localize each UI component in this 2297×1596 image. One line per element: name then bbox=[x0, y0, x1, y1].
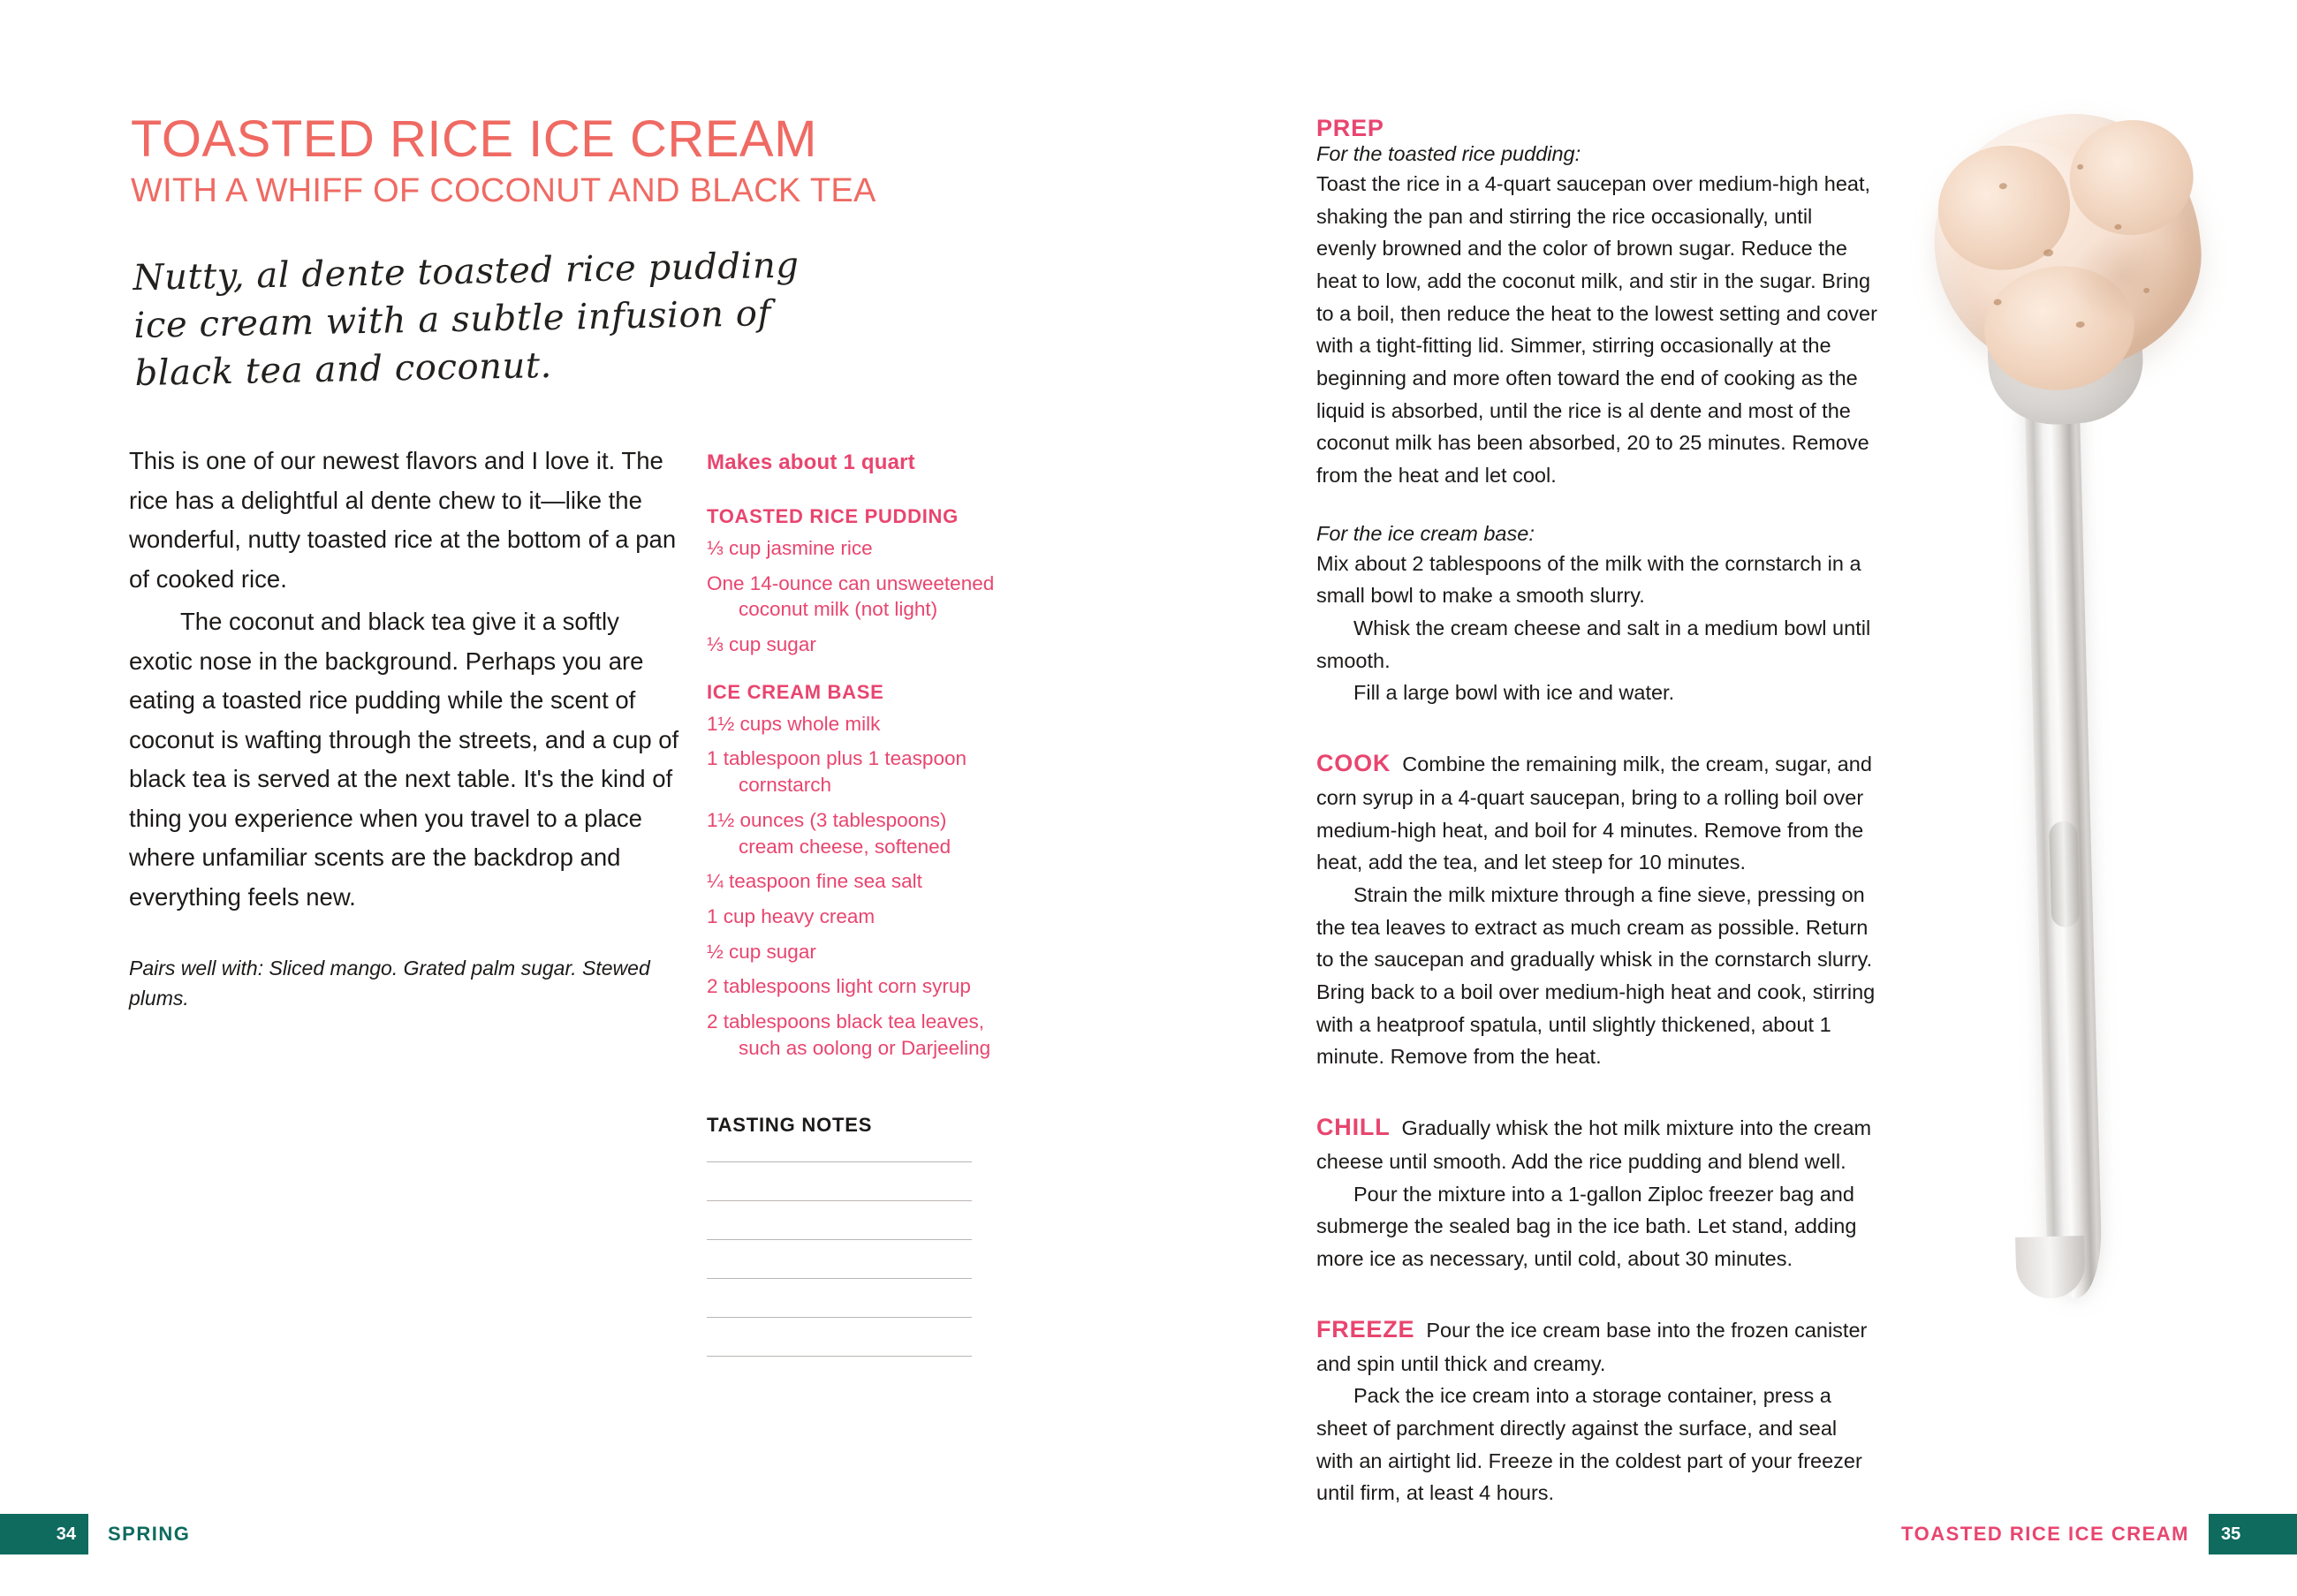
list-item bbox=[707, 711, 998, 737]
step-chill bbox=[1316, 1108, 1877, 1275]
list-item bbox=[707, 807, 998, 859]
ingredient-text: ¼ teaspoon fine sea salt bbox=[707, 870, 922, 893]
ingredient-text-continued: coconut milk (not light) bbox=[739, 598, 938, 621]
title-block bbox=[131, 110, 1014, 211]
ingredient-text: ⅓ cup jasmine rice bbox=[707, 537, 873, 559]
ingredient-group-heading: TOASTED RICE PUDDING bbox=[707, 505, 959, 527]
step-body-chill-1: Gradually whisk the hot milk mixture into the cream cheese until smooth. Add the rice pudding and blend well. bbox=[1316, 1116, 1872, 1173]
tasting-note-line[interactable] bbox=[707, 1161, 972, 1162]
step-label-prep: PREP bbox=[1316, 115, 1384, 141]
list-item bbox=[707, 632, 998, 658]
step-label-chill: CHILL bbox=[1316, 1113, 1391, 1140]
step-body-freeze-2: Pack the ice cream into a storage container, press a sheet of parchment directly against the surface, and seal with an airtight lid. Freeze in the coldest part of your freezer until firm, at least 4 hours. bbox=[1316, 1384, 1862, 1505]
step-label-freeze: FREEZE bbox=[1316, 1315, 1415, 1343]
tasting-note-line[interactable] bbox=[707, 1278, 972, 1279]
list-item bbox=[707, 535, 998, 562]
scoop-lobe bbox=[1923, 130, 2085, 285]
recipe-name-footer: TOASTED RICE ICE CREAM bbox=[1901, 1523, 2189, 1545]
tasting-note-line[interactable] bbox=[707, 1356, 972, 1357]
intro-paragraph-2: The coconut and black tea give it a softly exotic nose in the background. Perhaps you are eating a toasted rice pudding while the scent of coconut is wafting through the streets, and a cup of black tea is served at the next table. It's the kind of thing you experience when you travel to a place where unfamiliar scents are the backdrop and everything feels new. bbox=[129, 608, 679, 911]
step-body-pudding: Toast the rice in a 4-quart saucepan over medium-high heat, shaking the pan and stirring the rice occasionally, until evenly browned and the color of brown sugar. Reduce the heat to low, add the coconut milk, and stir in the sugar. Bring to a boil, then reduce the heat to the lowest setting and cover with a tight-fitting lid. Simmer, stirring occasionally at the beginning and more often toward the end of cooking as the liquid is absorbed, until the rice is al dente and most of the coconut milk has been absorbed, 20 to 25 minutes. Remove from the heat and let cool. bbox=[1316, 172, 1877, 487]
ingredient-text-continued: such as oolong or Darjeeling bbox=[739, 1036, 991, 1059]
list-item bbox=[707, 868, 998, 895]
ingredient-group-heading: ICE CREAM BASE bbox=[707, 680, 884, 703]
step-body-cook-2: Strain the milk mixture through a fine sieve, pressing on the tea leaves to extract as much cream as possible. Return to the saucepan and gradually whisk in the cornstarch slurry. Bring back to a boil over medium-high heat and cook, stirring with a heatproof spatula, until slightly thickened, about 1 minute. Remove from the heat. bbox=[1316, 882, 1876, 1069]
list-item bbox=[707, 939, 998, 965]
list-item bbox=[707, 904, 998, 930]
ingredients-column bbox=[707, 450, 998, 1395]
ingredient-text: 1 tablespoon plus 1 teaspoon bbox=[707, 747, 967, 770]
step-freeze bbox=[1316, 1311, 1877, 1509]
method-column bbox=[1316, 115, 1877, 1509]
ingredient-text: 2 tablespoons light corn syrup bbox=[707, 975, 971, 998]
pairs-well-with: Pairs well with: Sliced mango. Grated palm sugar. Stewed plums. bbox=[129, 956, 650, 1010]
scoop-lobe bbox=[2064, 114, 2199, 241]
step-body-slurry: Mix about 2 tablespoons of the milk with the cornstarch in a small bowl to make a smooth slurry. bbox=[1316, 551, 1861, 608]
ingredient-group bbox=[707, 681, 998, 1062]
ingredient-text: 2 tablespoons black tea leaves, bbox=[707, 1010, 984, 1032]
rice-speck bbox=[2043, 249, 2054, 257]
ingredient-text-continued: cream cheese, softened bbox=[739, 835, 951, 858]
tasting-note-line[interactable] bbox=[707, 1239, 972, 1240]
ingredient-text: 1½ cups whole milk bbox=[707, 712, 881, 735]
tasting-note-line[interactable] bbox=[707, 1317, 972, 1318]
ingredient-text: ½ cup sugar bbox=[707, 940, 816, 963]
handwritten-note: Nutty, al dente toasted rice pudding ice cream with a subtle infusion of black tea and coconut. bbox=[133, 245, 800, 394]
ingredient-text: One 14-ounce can unsweetened bbox=[707, 571, 995, 594]
ingredient-group bbox=[707, 505, 998, 658]
step-prep bbox=[1316, 115, 1877, 709]
left-page-footer bbox=[0, 1514, 190, 1554]
step-chill-first-paragraph bbox=[1316, 1108, 1877, 1178]
left-page bbox=[0, 0, 1148, 1596]
rice-speck bbox=[2143, 288, 2150, 294]
ingredient-text: 1 cup heavy cream bbox=[707, 904, 876, 927]
spoon-handle bbox=[2023, 344, 2103, 1298]
ingredient-text: ⅓ cup sugar bbox=[707, 633, 816, 656]
intro-paragraph-1: This is one of our newest flavors and I love it. The rice has a delightful al dente chew to it—like the wonderful, nutty toasted rice at the bottom of a pan of cooked rice. bbox=[129, 447, 677, 593]
ice-cream-scoop bbox=[1922, 102, 2213, 384]
step-freeze-first-paragraph bbox=[1316, 1311, 1877, 1380]
intro-column bbox=[129, 442, 684, 1014]
list-item bbox=[707, 571, 998, 623]
right-page-footer bbox=[1901, 1514, 2297, 1554]
list-item bbox=[707, 745, 998, 798]
step-cook-first-paragraph bbox=[1316, 745, 1877, 879]
step-label-cook: COOK bbox=[1316, 749, 1391, 776]
page-subtitle: WITH A WHIFF OF COCONUT AND BLACK TEA bbox=[131, 172, 876, 210]
step-subheading-base: For the ice cream base: bbox=[1316, 521, 1535, 545]
step-body-ice-bath: Fill a large bowl with ice and water. bbox=[1353, 681, 1675, 705]
section-label-left: SPRING bbox=[108, 1523, 191, 1545]
step-body-cook-1: Combine the remaining milk, the cream, sugar, and corn syrup in a 4-quart saucepan, bring to a rolling boil over medium-high heat, and boil for 4 minutes. Remove from the heat, add the tea, and let steep for 10 minutes. bbox=[1316, 752, 1872, 874]
tasting-note-line[interactable] bbox=[707, 1200, 972, 1201]
recipe-yield: Makes about 1 quart bbox=[707, 450, 915, 474]
step-cook bbox=[1316, 745, 1877, 1073]
step-body-freeze-1: Pour the ice cream base into the frozen canister and spin until thick and creamy. bbox=[1316, 1318, 1868, 1375]
tasting-notes-heading: TASTING NOTES bbox=[707, 1114, 873, 1137]
ingredient-text-continued: cornstarch bbox=[739, 774, 832, 797]
step-subheading-pudding: For the toasted rice pudding: bbox=[1316, 142, 1581, 165]
list-item bbox=[707, 1009, 998, 1061]
ingredient-text: 1½ ounces (3 tablespoons) bbox=[707, 808, 947, 831]
ice-cream-photo bbox=[1917, 79, 2270, 1245]
page-title: TOASTED RICE ICE CREAM bbox=[131, 110, 817, 168]
tasting-notes-lines[interactable] bbox=[707, 1161, 998, 1357]
list-item bbox=[707, 973, 998, 1000]
page-number-left: 34 bbox=[0, 1514, 88, 1554]
page-number-right: 35 bbox=[2209, 1514, 2297, 1554]
step-body-cream-cheese: Whisk the cream cheese and salt in a medium bowl until smooth. bbox=[1316, 616, 1871, 672]
step-body-chill-2: Pour the mixture into a 1-gallon Ziploc freezer bag and submerge the sealed bag in the ice bath. Let stand, adding more ice as necessary, until cold, about 30 minutes. bbox=[1316, 1182, 1857, 1270]
